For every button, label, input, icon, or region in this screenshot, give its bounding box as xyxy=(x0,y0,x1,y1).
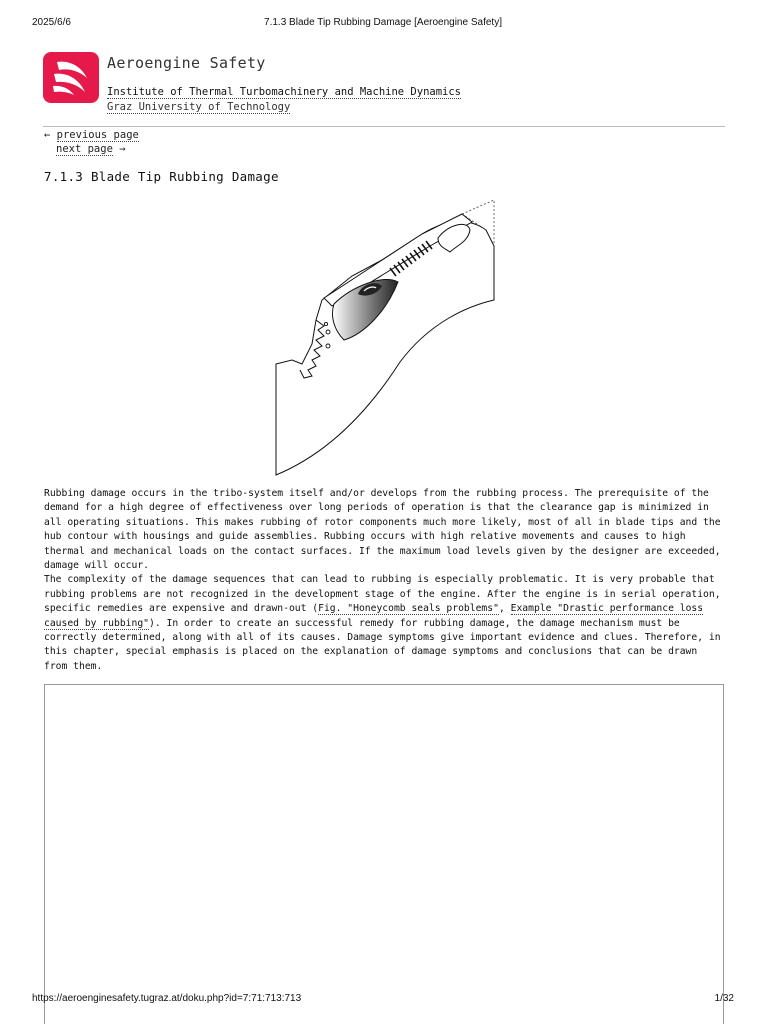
print-page-title: 7.1.3 Blade Tip Rubbing Damage [Aeroengine Safety] xyxy=(264,17,502,28)
embedded-media-frame[interactable] xyxy=(44,684,724,1024)
print-date: 2025/6/6 xyxy=(32,17,71,28)
next-page-label: next page xyxy=(56,143,113,155)
paragraph-2 xyxy=(44,573,726,674)
article-body xyxy=(44,487,726,674)
right-arrow-icon: → xyxy=(119,143,126,155)
print-url: https://aeroenginesafety.tugraz.at/doku.php?id=7:71:713:713 xyxy=(32,993,302,1004)
print-header xyxy=(32,17,734,31)
page-heading: 7.1.3 Blade Tip Rubbing Damage xyxy=(44,169,279,184)
previous-page-label: previous page xyxy=(56,129,139,141)
header-divider xyxy=(43,126,725,127)
paragraph-2-part-1: The complexity of the damage sequences that can lead to rubbing is especially problematic. It is very probable that rubbing problems are not recognized in the development stage of the engine. After the engine is in serial operation, specific remedies are expensive and drawn-out ( xyxy=(44,574,721,615)
previous-page-link[interactable] xyxy=(44,129,139,141)
paragraph-1: Rubbing damage occurs in the tribo-system itself and/or develops from the rubbing process. The prerequisite of the demand for a high degree of effectiveness over long periods of operation is that the clearance gap is minimized in all operating situations. This makes rubbing of rotor components much more likely, most of all in blade tips and the hub contour with housings and guide assemblies. Rubbing occurs with high relative movements and causes to high thermal and mechanical loads on the contact surfaces. If the maximum load levels given by the designer are exceeded, damage will occur. xyxy=(44,488,721,572)
performance-loss-example-link[interactable]: Example "Drastic performance loss caused by rubbing" xyxy=(44,603,704,629)
university-link[interactable]: Graz University of Technology xyxy=(107,101,291,113)
print-page-number: 1/32 xyxy=(714,993,734,1004)
site-logo[interactable] xyxy=(43,52,99,103)
next-page-link[interactable] xyxy=(56,143,126,155)
left-arrow-icon: ← xyxy=(44,129,51,141)
swoosh-logo-icon xyxy=(43,52,99,103)
blade-tip-illustration xyxy=(272,194,500,478)
honeycomb-seals-link[interactable]: Fig. "Honeycomb seals problems" xyxy=(318,603,499,615)
link-separator: , xyxy=(498,603,511,615)
site-title[interactable]: Aeroengine Safety xyxy=(107,54,266,72)
paragraph-2-part-2: ). In order to create an successful remedy for rubbing damage, the damage mechanism must be correctly determined, along with all of its causes. Damage symptoms give important evidence and clues. Therefore, in this chapter, special emphasis is placed on the explanation of damage symptoms and conclusions that can be drawn from them. xyxy=(44,617,721,672)
print-footer xyxy=(32,993,734,1007)
institute-link[interactable]: Institute of Thermal Turbomachinery and Machine Dynamics xyxy=(107,86,462,98)
